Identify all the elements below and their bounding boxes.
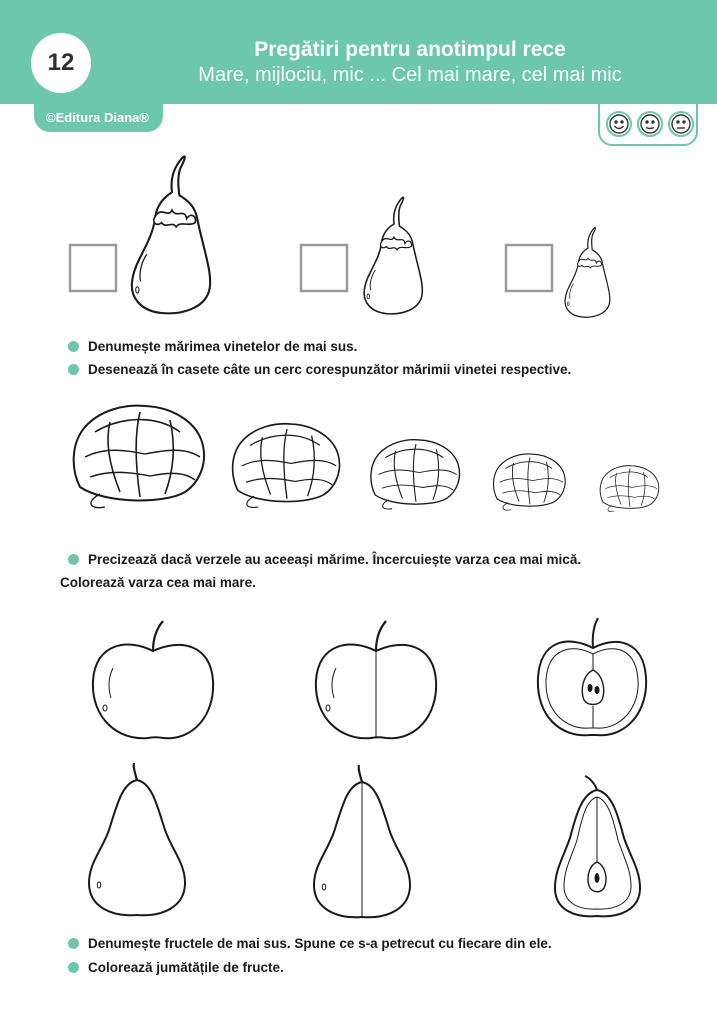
exercise1-line2: Desenează în casete câte un cerc corespunzător mărimii vinetei respective. — [68, 362, 571, 377]
bullet-dot — [68, 962, 79, 973]
page-number-badge: 12 — [31, 33, 91, 93]
answer-box-1 — [70, 245, 116, 291]
pear-whole — [89, 763, 185, 915]
exercise1-line1: Denumește mărimea vinetelor de mai sus. — [68, 339, 357, 354]
bullet-dot — [68, 364, 79, 375]
cabbage-5 — [600, 466, 659, 512]
page-subtitle: Mare, mijlociu, mic ... Cel mai mare, cel mai mic — [198, 64, 622, 86]
pear-half-shaded — [314, 765, 410, 917]
exercise2-line2: Colorează varza cea mai mare. — [60, 575, 256, 590]
eggplant-small — [565, 227, 610, 317]
cabbage-4 — [494, 454, 566, 510]
eggplant-medium — [364, 197, 422, 314]
apple-cut — [538, 618, 646, 735]
bullet-dot — [68, 341, 79, 352]
apple-whole — [93, 621, 213, 738]
answer-box-3 — [506, 245, 552, 291]
page-title: Pregătiri pentru anotimpul rece — [254, 38, 566, 61]
answer-box-2 — [301, 245, 347, 291]
pear-cut — [555, 776, 640, 916]
exercise3-line2: Colorează jumătățile de fructe. — [68, 960, 284, 975]
cabbage-1 — [74, 406, 204, 508]
apple-half-shaded — [316, 621, 436, 738]
bullet-dot — [68, 938, 79, 949]
exercise3-line1: Denumește fructele de mai sus. Spune ce s-a petrecut cu fiecare din ele. — [68, 936, 552, 951]
cabbage-3 — [371, 440, 460, 509]
exercise2-line1: Precizează dacă verzele au aceeași mărime. Încercuiește varza cea mai mică. — [68, 552, 581, 567]
eggplant-large — [132, 156, 210, 313]
publisher-tab: ©Editura Diana® — [34, 104, 163, 132]
bullet-dot — [68, 554, 79, 565]
cabbage-2 — [233, 424, 340, 508]
